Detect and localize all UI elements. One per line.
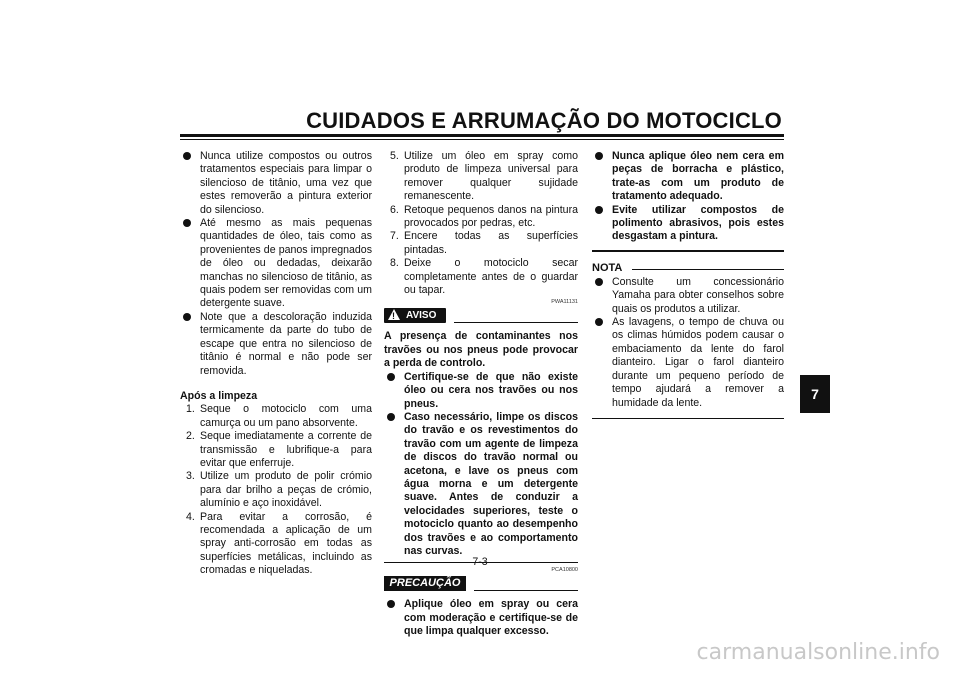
bullet-icon bbox=[595, 278, 603, 286]
section-title: Após a limpeza bbox=[180, 389, 258, 402]
bullet-icon bbox=[183, 219, 191, 227]
caution-rule bbox=[474, 590, 578, 591]
exclamation-icon: ! bbox=[392, 311, 395, 322]
note-header: NOTA bbox=[592, 262, 784, 276]
caution-badge: PRECAUÇÃO bbox=[384, 576, 466, 591]
bullet-icon bbox=[387, 373, 395, 381]
warning-header bbox=[384, 308, 578, 324]
bullet-icon bbox=[595, 206, 603, 214]
bullet-icon bbox=[595, 318, 603, 326]
title-rule-thin bbox=[180, 139, 784, 140]
note-rule bbox=[632, 269, 784, 270]
bullet-icon bbox=[387, 413, 395, 421]
list-item: Até mesmo as mais pequenas quantidades de óleo, tais como as provenientes de panos impregnados de óleo ou dedadas, deixarão manchas no silencioso de titânio, as quais podem ser removidas com um detergente suave. bbox=[180, 217, 372, 311]
list-item: Nunca aplique óleo nem cera em peças de borracha e plástico, trate-as com um produto de tratamento adequado. bbox=[592, 150, 784, 204]
list-item: Note que a descoloração induzida termicamente da parte do tubo de escape que entra no silencioso de titânio é normal e não pode ser removida. bbox=[180, 311, 372, 378]
warning-rule bbox=[454, 322, 578, 323]
step-item: 6. Retoque pequenos danos na pintura provocados por pedras, etc. bbox=[390, 203, 578, 230]
caution-end-rule bbox=[592, 250, 784, 252]
bullet-icon bbox=[183, 152, 191, 160]
note-end-rule bbox=[592, 418, 784, 419]
bullet-icon bbox=[387, 600, 395, 608]
step-item: 4. Para evitar a corrosão, é recomendada a aplicação de um spray anti-corrosão em todas as superfícies metálicas, incluindo as cromadas e niqueladas. bbox=[186, 510, 372, 577]
chapter-tab: 7 bbox=[800, 375, 830, 413]
warning-code: PWA11131 bbox=[551, 299, 578, 306]
step-item: 5. Utilize um óleo em spray como produto de limpeza universal para remover qualquer sujidade remanescente. bbox=[390, 150, 578, 203]
caution-header bbox=[384, 576, 578, 592]
caution-code: PCA10800 bbox=[551, 567, 578, 574]
list-item: Evite utilizar compostos de polimento abrasivos, pois estes desgastam a pintura. bbox=[592, 204, 784, 244]
title-rule-thick bbox=[180, 134, 784, 137]
bullet-icon bbox=[595, 152, 603, 160]
step-item: 2. Seque imediatamente a corrente de transmissão e lubrifique-a para evitar que enferruje. bbox=[186, 430, 372, 469]
list-item: As lavagens, o tempo de chuva ou os climas húmidos podem causar o embaciamento da lente do farol dianteiro. Ligar o farol dianteiro durante um pequeno período de tempo ajudará a remover a humidade da lente. bbox=[592, 316, 784, 410]
column-right bbox=[592, 150, 784, 419]
column-left bbox=[180, 150, 372, 578]
list-item: Consulte um concessionário Yamaha para obter conselhos sobre quais os produtos a utilizar. bbox=[592, 276, 784, 316]
list-item: Certifique-se de que não existe óleo ou cera nos travões ou nos pneus. bbox=[384, 371, 578, 411]
watermark: carmanualsonline.info bbox=[696, 640, 940, 665]
step-item: 8. Deixe o motociclo secar completamente antes de o guardar ou tapar. bbox=[390, 257, 578, 297]
step-item: 1. Seque o motociclo com uma camurça ou um pano absorvente. bbox=[186, 403, 372, 429]
step-item: 3. Utilize um produto de polir crómio para dar brilho a peças de crómio, alumínio e aço inoxidável. bbox=[186, 470, 372, 510]
list-item: Nunca utilize compostos ou outros tratamentos especiais para limpar o silencioso de titânio, uma vez que estes removerão a pintura exterior do silencioso. bbox=[180, 150, 372, 217]
warning-text: A presença de contaminantes nos travões ou nos pneus pode provocar a perda de controlo. bbox=[384, 330, 578, 370]
step-item: 7. Encere todas as superfícies pintadas. bbox=[390, 230, 578, 256]
list-item: Caso necessário, limpe os discos do travão e os revestimentos do travão com um agente de limpeza de discos do travão normal ou acetona, e lave os pneus com água morna e um detergente suave. Antes de conduzir a velocidades superiores, teste o motociclo quanto ao desempenho dos travões e ao comportamento nas curvas. bbox=[384, 411, 578, 558]
list-item: Aplique óleo em spray ou cera com moderação e certifique-se de que limpa qualquer excesso. bbox=[384, 598, 578, 638]
page-number: 7-3 bbox=[472, 556, 488, 568]
bullet-icon bbox=[183, 313, 191, 321]
page-title: CUIDADOS E ARRUMAÇÃO DO MOTOCICLO bbox=[306, 108, 782, 133]
warning-badge: ! AVISO bbox=[384, 308, 446, 323]
